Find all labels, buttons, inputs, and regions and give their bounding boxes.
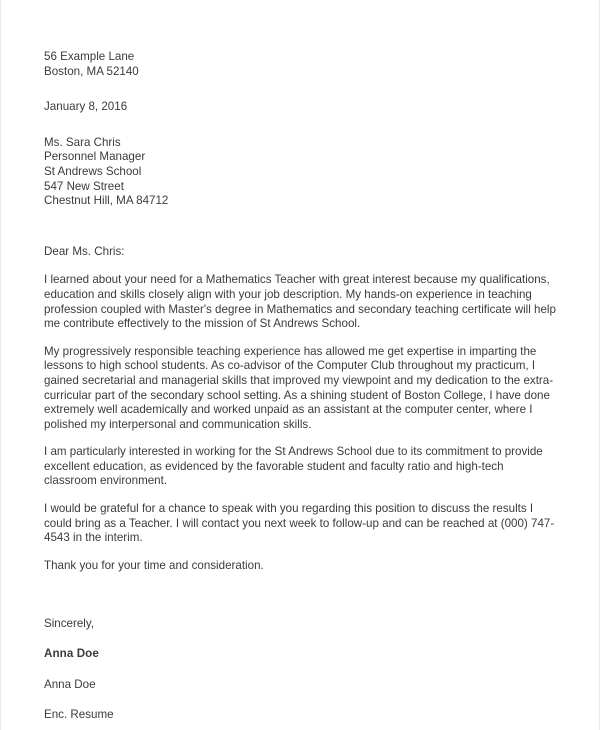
spacer-between-paragraphs xyxy=(44,432,558,445)
recipient-address-line: Ms. Sara Chris xyxy=(44,135,121,149)
spacer-between-paragraphs xyxy=(44,489,558,502)
enclosure-note: Enc. Resume xyxy=(44,708,114,722)
recipient-address-line: St Andrews School xyxy=(44,164,142,178)
salutation: Dear Ms. Chris: xyxy=(44,244,125,258)
recipient-address-line: 547 New Street xyxy=(44,179,124,193)
recipient-address-line: Personnel Manager xyxy=(44,150,146,164)
spacer-between-paragraphs xyxy=(44,332,558,345)
sender-address-line: Boston, MA 52140 xyxy=(44,64,139,78)
spacer-between-paragraphs xyxy=(44,546,558,559)
spacer-before-closing xyxy=(44,573,558,617)
recipient-address xyxy=(44,136,558,209)
letter-body xyxy=(44,50,558,723)
recipient-address-line: Chestnut Hill, MA 84712 xyxy=(44,194,169,208)
body-paragraph: I learned about your need for a Mathematics Teacher with great interest because my qualifications, education and skills closely align with your job description. My hands-on experience in teaching profession coupled with Master's degree in Mathematics and secondary teaching certificate will help me contribute effectively to the mission of St Andrews School. xyxy=(44,273,556,331)
spacer-before-date xyxy=(44,79,558,100)
spacer-before-typed-name xyxy=(44,662,558,678)
sender-address-line: 56 Example Lane xyxy=(44,50,135,63)
body-paragraph: My progressively responsible teaching experience has allowed me get expertise in imparting the lessons to high school students. As co-advisor of the Computer Club throughout my practicum, I gained secretarial and managerial skills that improved my viewpoint and my dedication to the extra-curricular part of the secondary school setting. As a shining student of Boston College, I have done extremely well academically and worked unpaid as an assistant at the computer center, where I polished my interpersonal and communication skills. xyxy=(44,344,554,431)
typed-name: Anna Doe xyxy=(44,677,96,691)
body-paragraph-closing-thanks: Thank you for your time and consideration. xyxy=(44,558,264,572)
spacer-before-enclosure xyxy=(44,692,558,708)
spacer-before-recipient xyxy=(44,115,558,136)
letter-date: January 8, 2016 xyxy=(44,100,128,114)
spacer-before-salutation xyxy=(44,209,558,245)
sender-address xyxy=(44,50,558,79)
spacer-before-body xyxy=(44,259,558,273)
spacer-before-signature xyxy=(44,632,558,647)
signature: Anna Doe xyxy=(44,647,99,661)
body-paragraph: I am particularly interested in working for the St Andrews School due to its commitment to provide excellent education, as evidenced by the favorable student and faculty ratio and high-tech classroom environment. xyxy=(44,445,543,488)
closing-salutation: Sincerely, xyxy=(44,617,95,631)
body-paragraph: I would be grateful for a chance to speak with you regarding this position to discuss the results I could bring as a Teacher. I will contact you next week to follow-up and can be reached at (000) 747-4543 in the interim. xyxy=(44,502,555,545)
